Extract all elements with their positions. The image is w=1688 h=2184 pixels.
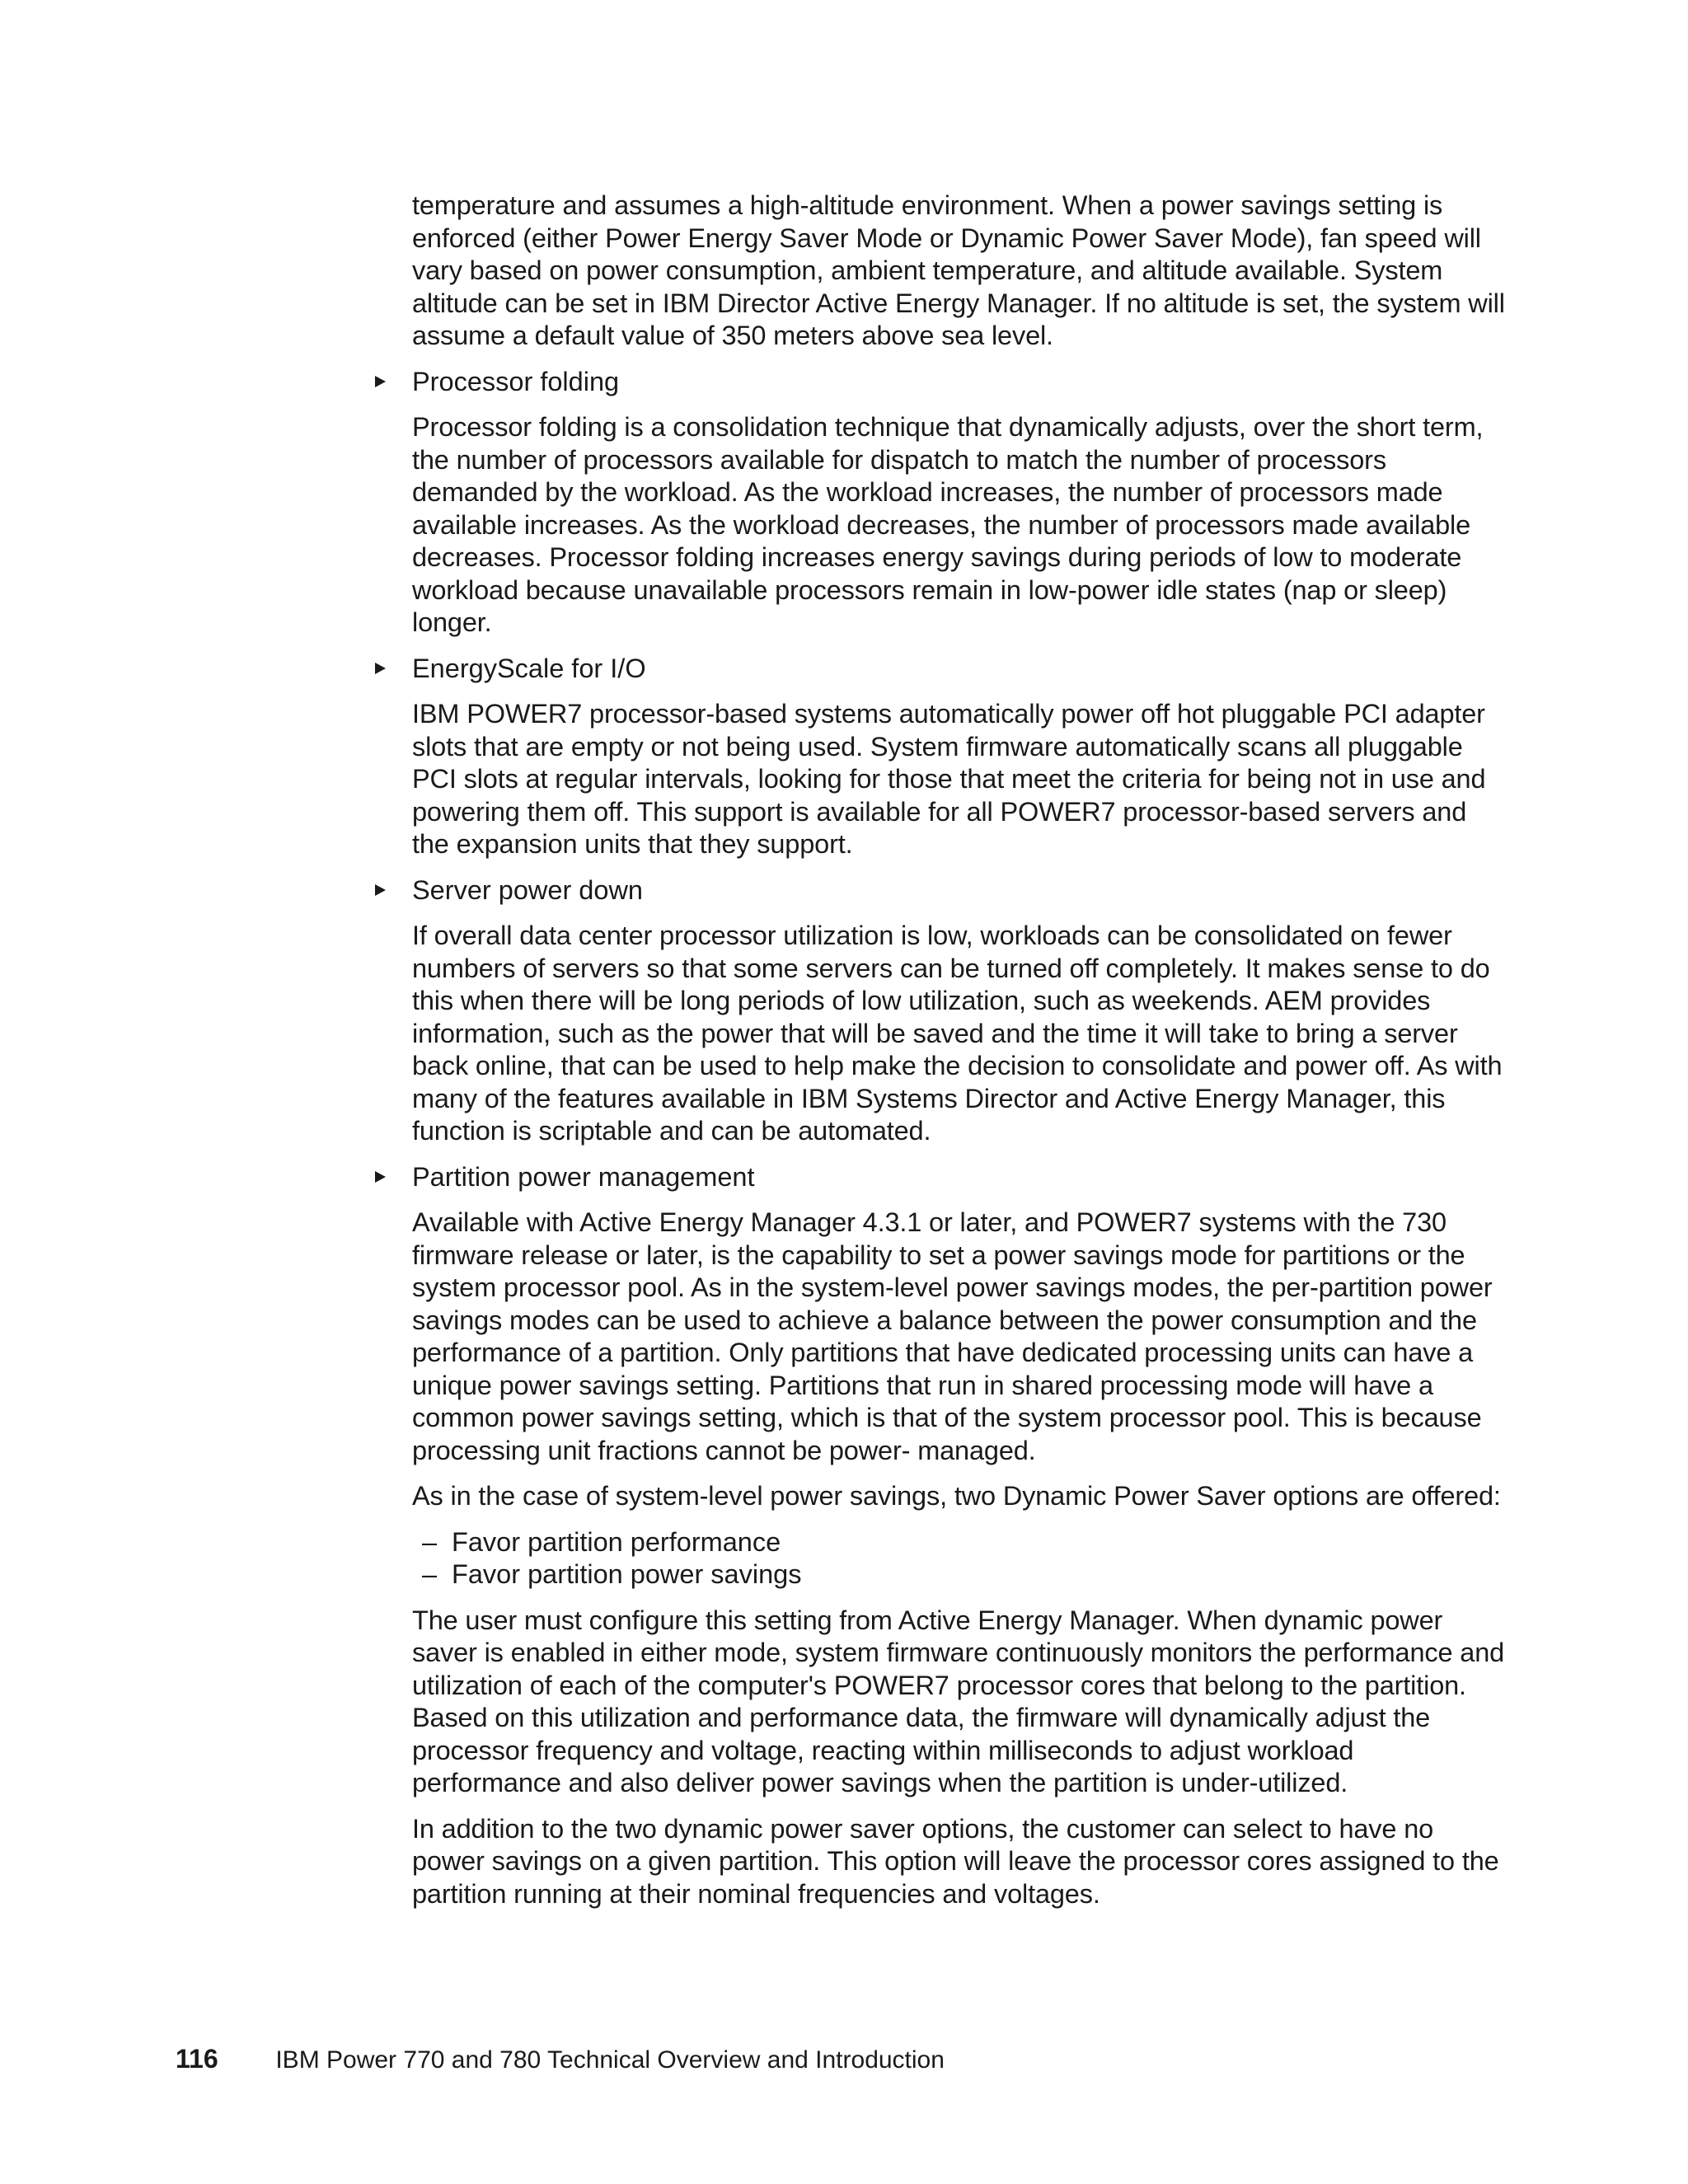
section-processor-folding [412, 366, 1508, 640]
options-list [412, 1526, 1508, 1591]
book-title: IBM Power 770 and 780 Technical Overview and Introduction [275, 2046, 945, 2074]
option-label: Favor partition performance [452, 1526, 781, 1557]
section-paragraph: In addition to the two dynamic power saver options, the customer can select to have no power savings on a given partition. This option will leave the processor cores assigned to the partition running at their nominal frequencies and voltages. [412, 1813, 1499, 1909]
bullet-arrow-icon [375, 663, 386, 674]
dash-marker: – [422, 1526, 438, 1557]
bullet-item-partition-power-management [412, 1161, 1508, 1194]
section-paragraph: The user must configure this setting from Active Energy Manager. When dynamic power saver is enabled in either mode, system firmware continuously monitors the performance and utilization of each of the computer's POWER7 processor cores that belong to the partition. Based on this utilization and performance data, the firmware will dynamically adjust the processor frequency and voltage, reacting within milliseconds to adjust workload performance and also deliver power savings when the partition is under-utilized. [412, 1605, 1505, 1797]
option-label: Favor partition power savings [452, 1559, 802, 1589]
section-paragraph: IBM POWER7 processor-based systems automatically power off hot pluggable PCI adapter slots that are empty or not being used. System firmware automatically scans all pluggable PCI slots at regular intervals, looking for those that meet the criteria for being not in use and powering them off. This support is available for all POWER7 processor-based servers and the expansion units that they support. [412, 699, 1486, 859]
section-energyscale-io [412, 653, 1508, 861]
intro-paragraph: temperature and assumes a high-altitude environment. When a power savings setting is enforced (either Power Energy Saver Mode or Dynamic Power Saver Mode), fan speed will vary based on power consumption, ambient temperature, and altitude available. System altitude can be set in IBM Director Active Energy Manager. If no altitude is set, the system will assume a default value of 350 meters above sea level. [412, 190, 1505, 350]
bullet-arrow-icon [375, 1171, 386, 1183]
section-server-power-down [412, 874, 1508, 1148]
section-paragraph: If overall data center processor utilization is low, workloads can be consolidated on fewer numbers of servers so that some servers can be turned off completely. It makes sense to do this when there will be long periods of low utilization, such as weekends. AEM provides information, such as the power that will be saved and the time it will take to bring a server back online, that can be used to help make the decision to consolidate and power off. As with many of the features available in IBM Systems Director and Active Energy Manager, this function is scriptable and can be automated. [412, 921, 1503, 1146]
section-paragraph: Available with Active Energy Manager 4.3.1 or later, and POWER7 systems with the 730 firmware release or later, is the capability to set a power savings mode for partitions or the system processor pool. As in the system-level power savings modes, the per-partition power savings modes can be used to achieve a balance between the power consumption and the performance of a partition. Only partitions that have dedicated processing units can have a unique power savings setting. Partitions that run in shared processing mode will have a common power savings setting, which is that of the system processor pool. This is because processing unit fractions cannot be power- managed. [412, 1207, 1493, 1465]
section-heading: Processor folding [412, 366, 620, 396]
page-body [412, 190, 1508, 1924]
bullet-item-energyscale-io [412, 653, 1508, 686]
section-heading: Partition power management [412, 1161, 755, 1192]
section-heading: Server power down [412, 874, 643, 905]
section-paragraph: Processor folding is a consolidation technique that dynamically adjusts, over the short term, the number of processors available for dispatch to match the number of processors demanded by the workload. As the workload increases, the number of processors made available increases. As the workload decreases, the number of processors made available decreases. Processor folding increases energy savings during periods of low to moderate workload because unavailable processors remain in low-power idle states (nap or sleep) longer. [412, 412, 1484, 637]
dash-marker: – [422, 1559, 438, 1589]
section-paragraph: As in the case of system-level power savings, two Dynamic Power Saver options are offered: [412, 1481, 1501, 1511]
bullet-arrow-icon [375, 884, 386, 896]
page-footer [176, 2042, 945, 2077]
bullet-arrow-icon [375, 376, 386, 387]
page-number: 116 [176, 2044, 218, 2074]
list-item [412, 1558, 1508, 1591]
list-item [412, 1526, 1508, 1559]
bullet-item-server-power-down [412, 874, 1508, 907]
section-partition-power-management [412, 1161, 1508, 1911]
section-heading: EnergyScale for I/O [412, 653, 646, 683]
bullet-item-processor-folding [412, 366, 1508, 399]
